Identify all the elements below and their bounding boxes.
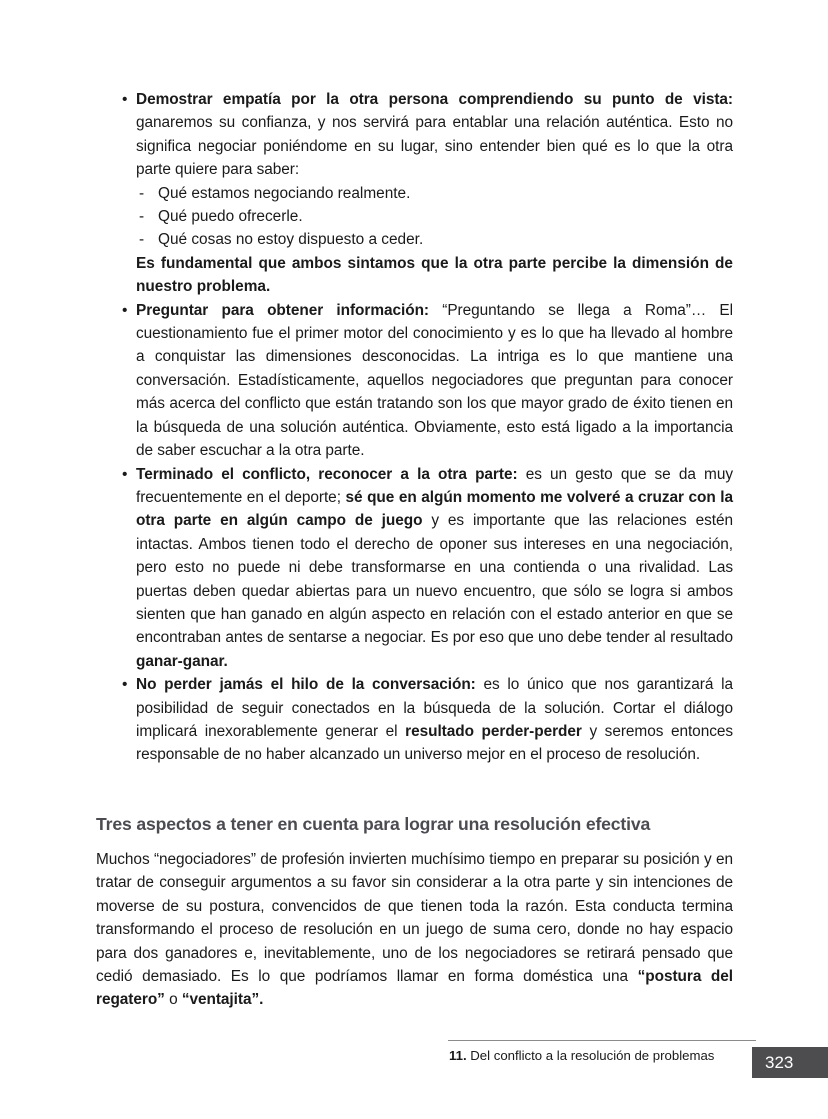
bullet-paragraph: [136, 299, 733, 463]
bullet-item-terminado-conflicto: [122, 463, 733, 674]
main-bullet-list: [122, 88, 733, 767]
bullet-marker-icon: •: [122, 676, 128, 694]
list-item: [136, 182, 733, 205]
footer-chapter-label: [449, 1047, 714, 1065]
bullet-body-text: “Preguntando se llega a Roma”… El cuestionamiento fue el primer motor del conocimiento y es lo que ha llevado al hombre a conquistar las dimensiones desconocidas. La intriga es lo que mantiene una conversación. Estadísticamente, aquellos negociadores que preguntan para conocer más acerca del conflicto que están tratando son los que mayor grado de éxito tienen en la búsqueda de una solución auténtica. Obviamente, esto está ligado a la importancia de saber escuchar a la otra parte.: [136, 301, 734, 460]
dash-marker-icon: -: [139, 208, 145, 226]
bullet-item-no-perder-hilo: [122, 673, 733, 767]
page-number-badge: [752, 1047, 828, 1078]
bullet-bold-midphrase: sé que en algún momento me volveré a cruzar con la otra parte en algún campo de juego: [136, 488, 733, 530]
sub-item-text: Qué cosas no estoy dispuesto a ceder.: [158, 231, 424, 249]
sub-dash-list: [136, 182, 733, 252]
bullet-lead-text: Preguntar para obtener información:: [136, 301, 430, 319]
closing-bold-postura: “postura del regatero”: [96, 968, 734, 1009]
page-number-text: 323: [765, 1053, 794, 1072]
list-item: [136, 205, 733, 228]
bullet-paragraph: [136, 673, 733, 767]
bullet-lead-text: Terminado el conflicto, reconocer a la otra parte:: [136, 465, 518, 483]
bullet-body-text-part2: y seremos entonces responsable de no haber alcanzado un universo mejor en el proceso de resolución.: [136, 722, 734, 764]
bullet-paragraph: [136, 463, 733, 674]
bullet-item-preguntar: [122, 299, 733, 463]
dash-marker-icon: -: [139, 231, 145, 249]
bullet-body-text-part1: es un gesto que se da muy frecuentemente en el deporte;: [136, 465, 733, 506]
emphasis-paragraph: Es fundamental que ambos sintamos que la otra parte percibe la dimensión de nuestro problema.: [136, 254, 733, 296]
bullet-bold-endphrase: ganar-ganar.: [136, 652, 228, 670]
bullet-marker-icon: •: [122, 465, 128, 483]
page-content: [122, 88, 733, 767]
section-heading: Tres aspectos a tener en cuenta para lograr una resolución efectiva: [96, 814, 651, 834]
bullet-body-text-part2: y es importante que las relaciones estén intactas. Ambos tienen todo el derecho de oponer sus intereses en una negociación, pero esto no puede ni debe transformarse en una contienda o una rivalidad. Las puertas deben quedar abiertas para un nuevo encuentro, que sólo se logra si ambos sienten que han ganado en algún aspecto en relación con el estado anterior en que se encontraban antes de sentarse a negociar. Es por eso que uno debe tender al resultado: [136, 512, 733, 647]
sub-item-text: Qué estamos negociando realmente.: [158, 184, 411, 202]
list-item: [136, 228, 733, 251]
bullet-paragraph: [136, 88, 733, 182]
bullet-body-text: ganaremos su confianza, y nos servirá para entablar una relación auténtica. Esto no significa negociar poniéndome en su lugar, sino entender bien qué es lo que la otra parte quiere para saber:: [136, 114, 733, 179]
footer-chapter-number: 11.: [449, 1048, 467, 1063]
closing-text-part1: Muchos “negociadores” de profesión invierten muchísimo tiempo en preparar su posición y en tratar de conseguir argumentos a su favor sin considerar a la otra parte y sin intenciones de moverse de su postura, convencidos de que tienen toda la razón. Esta conducta termina transformando el proceso de resolución en un juego de suma cero, donde no hay espacio para dos ganadores e, inevitablemente, uno de los negociadores se retirará pensado que cedió demasiado. Es lo que podríamos llamar en forma doméstica una: [96, 851, 733, 986]
closing-paragraph: [96, 848, 733, 1012]
bullet-bold-midphrase: resultado perder-perder: [405, 722, 582, 740]
bullet-marker-icon: •: [122, 301, 128, 319]
sub-item-text: Qué puedo ofrecerle.: [158, 208, 303, 226]
closing-bold-ventajita: “ventajita”.: [181, 991, 264, 1009]
dash-marker-icon: -: [139, 184, 145, 202]
bullet-lead-text: No perder jamás el hilo de la conversación:: [136, 676, 476, 694]
footer-chapter-title: Del conflicto a la resolución de problemas: [466, 1048, 715, 1063]
bullet-body-text-part1: es lo único que nos garantizará la posibilidad de seguir conectados en la búsqueda de la solución. Cortar el diálogo implicará inexorablemente generar el: [136, 676, 733, 740]
closing-text-part2: o: [164, 991, 182, 1009]
bullet-marker-icon: •: [122, 91, 128, 108]
bullet-item-empatia: [122, 88, 733, 299]
bullet-lead-text: Demostrar empatía por la otra persona comprendiendo su punto de vista:: [136, 91, 733, 108]
footer-divider: [448, 1040, 756, 1041]
